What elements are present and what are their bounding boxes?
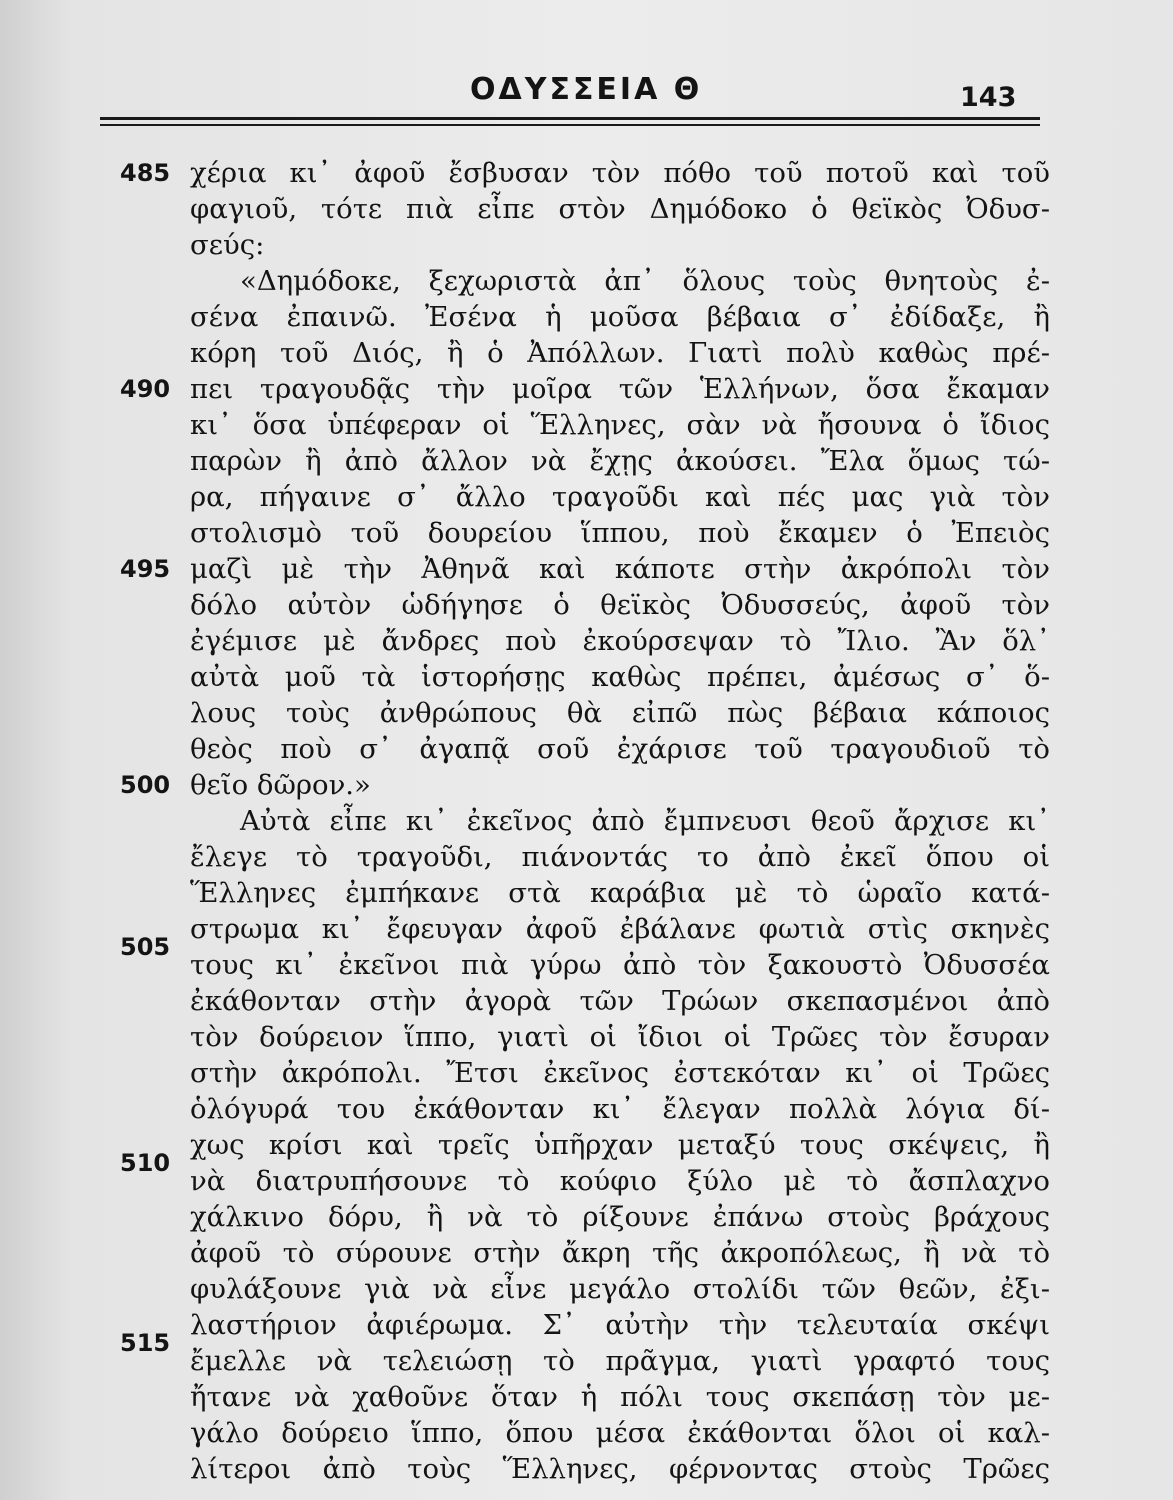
line-number: 490	[120, 375, 171, 403]
text-line: νὰ διατρυπήσουνε τὸ κούφιο ξύλο μὲ τὸ ἄσπλαχνο	[190, 1165, 1050, 1197]
text-line: ἐκάθονταν στὴν ἀγορὰ τῶν Τρώων σκεπασμένοι ἀπὸ	[190, 985, 1050, 1017]
text-line: τους κι᾽ ἐκεῖνοι πιὰ γύρω ἀπὸ τὸν ξακουστὸ Ὀδυσσέα	[190, 949, 1050, 981]
text-line: ἐγέμισε μὲ ἄνδρες ποὺ ἐκούρσεψαν τὸ Ἴλιο. Ἂν ὅλ᾽	[190, 625, 1050, 657]
text-line: χως κρίσι καὶ τρεῖς ὑπῆρχαν μεταξύ τους σκέψεις, ἢ	[190, 1129, 1050, 1161]
text-line: φαγιοῦ, τότε πιὰ εἶπε στὸν Δημόδοκο ὁ θεϊκὸς Ὀδυσ-	[190, 193, 1050, 225]
text-line: λίτεροι ἀπὸ τοὺς Ἕλληνες, φέρνοντας στοὺς Τρῶες	[190, 1453, 1050, 1485]
text-line: ἀφοῦ τὸ σύρουνε στὴν ἄκρη τῆς ἀκροπόλεως, ἢ νὰ τὸ	[190, 1237, 1050, 1269]
line-number: 510	[120, 1149, 171, 1177]
text-line: θεῖο δῶρον.»	[190, 769, 371, 801]
line-number: 515	[120, 1329, 171, 1357]
text-line: χάλκινο δόρυ, ἢ νὰ τὸ ρίξουνε ἐπάνω στοὺς βράχους	[190, 1201, 1050, 1233]
text-line: δόλο αὐτὸν ὡδήγησε ὁ θεϊκὸς Ὀδυσσεύς, ἀφοῦ τὸν	[190, 589, 1050, 621]
text-line: ἤτανε νὰ χαθοῦνε ὅταν ἡ πόλι τους σκεπάσῃ τὸν με-	[190, 1381, 1050, 1413]
text-line: σένα ἐπαινῶ. Ἐσένα ἡ μοῦσα βέβαια σ᾽ ἐδίδαξε, ἢ	[190, 301, 1050, 333]
text-line: γάλο δούρειο ἵππο, ὅπου μέσα ἐκάθονται ὅλοι οἱ καλ-	[190, 1417, 1050, 1449]
text-line: στὴν ἀκρόπολι. Ἔτσι ἐκεῖνος ἐστεκόταν κι᾽ οἱ Τρῶες	[190, 1057, 1050, 1089]
running-header-title: ΟΔΥΣΣΕΙΑ Θ	[470, 72, 703, 107]
text-line: τὸν δούρειον ἵππο, γιατὶ οἱ ἴδιοι οἱ Τρῶες τὸν ἔσυραν	[190, 1021, 1050, 1053]
text-line: ἔμελλε νὰ τελειώσῃ τὸ πρᾶγμα, γιατὶ γραφτό τους	[190, 1345, 1050, 1377]
text-line: κόρη τοῦ Διός, ἢ ὁ Ἀπόλλων. Γιατὶ πολὺ καθὼς πρέ-	[190, 337, 1050, 369]
text-line: θεὸς ποὺ σ᾽ ἀγαπᾷ σοῦ ἐχάρισε τοῦ τραγουδιοῦ τὸ	[190, 733, 1050, 765]
header-rule-thin	[100, 124, 1040, 126]
page-number: 143	[960, 82, 1017, 113]
text-line: ὁλόγυρά του ἐκάθονταν κι᾽ ἔλεγαν πολλὰ λόγια δί-	[190, 1093, 1050, 1125]
text-line: «Δημόδοκε, ξεχωριστὰ ἀπ᾽ ὅλους τοὺς θνητοὺς ἐ-	[240, 265, 1050, 297]
text-line: στρωμα κι᾽ ἔφευγαν ἀφοῦ ἐβάλανε φωτιὰ στὶς σκηνὲς	[190, 913, 1050, 945]
text-line: σεύς:	[190, 229, 265, 261]
line-number: 500	[120, 771, 171, 799]
line-number: 485	[120, 159, 171, 187]
text-line: μαζὶ μὲ τὴν Ἀθηνᾶ καὶ κάποτε στὴν ἀκρόπολι τὸν	[190, 553, 1050, 585]
text-line: αὐτὰ μοῦ τὰ ἱστορήσῃς καθὼς πρέπει, ἀμέσως σ᾽ ὅ-	[190, 661, 1050, 693]
text-line: χέρια κι᾽ ἀφοῦ ἔσβυσαν τὸν πόθο τοῦ ποτοῦ καὶ τοῦ	[190, 157, 1050, 189]
text-line: στολισμὸ τοῦ δουρείου ἵππου, ποὺ ἔκαμεν ὁ Ἐπειὸς	[190, 517, 1050, 549]
line-number: 495	[120, 555, 171, 583]
header-rule-thick	[100, 117, 1040, 120]
text-line: Ἕλληνες ἐμπήκανε στὰ καράβια μὲ τὸ ὡραῖο κατά-	[190, 877, 1050, 909]
text-line: κι᾽ ὅσα ὑπέφεραν οἱ Ἕλληνες, σὰν νὰ ἤσουνα ὁ ἴδιος	[190, 409, 1050, 441]
text-line: παρὼν ἢ ἀπὸ ἄλλον νὰ ἔχῃς ἀκούσει. Ἔλα ὅμως τώ-	[190, 445, 1050, 477]
text-line: ἔλεγε τὸ τραγοῦδι, πιάνοντάς το ἀπὸ ἐκεῖ ὅπου οἱ	[190, 841, 1050, 873]
text-line: Αὐτὰ εἶπε κι᾽ ἐκεῖνος ἀπὸ ἔμπνευσι θεοῦ ἄρχισε κι᾽	[240, 805, 1050, 837]
text-line: φυλάξουνε γιὰ νὰ εἶνε μεγάλο στολίδι τῶν θεῶν, ἐξι-	[190, 1273, 1050, 1305]
text-line: λαστήριον ἀφιέρωμα. Σ᾽ αὐτὴν τὴν τελευταία σκέψι	[190, 1309, 1050, 1341]
text-line: ρα, πήγαινε σ᾽ ἄλλο τραγοῦδι καὶ πές μας γιὰ τὸν	[190, 481, 1050, 513]
text-line: λους τοὺς ἀνθρώπους θὰ εἰπῶ πὼς βέβαια κάποιος	[190, 697, 1050, 729]
text-line: πει τραγουδᾷς τὴν μοῖρα τῶν Ἑλλήνων, ὅσα ἔκαμαν	[190, 373, 1050, 405]
line-number: 505	[120, 933, 171, 961]
